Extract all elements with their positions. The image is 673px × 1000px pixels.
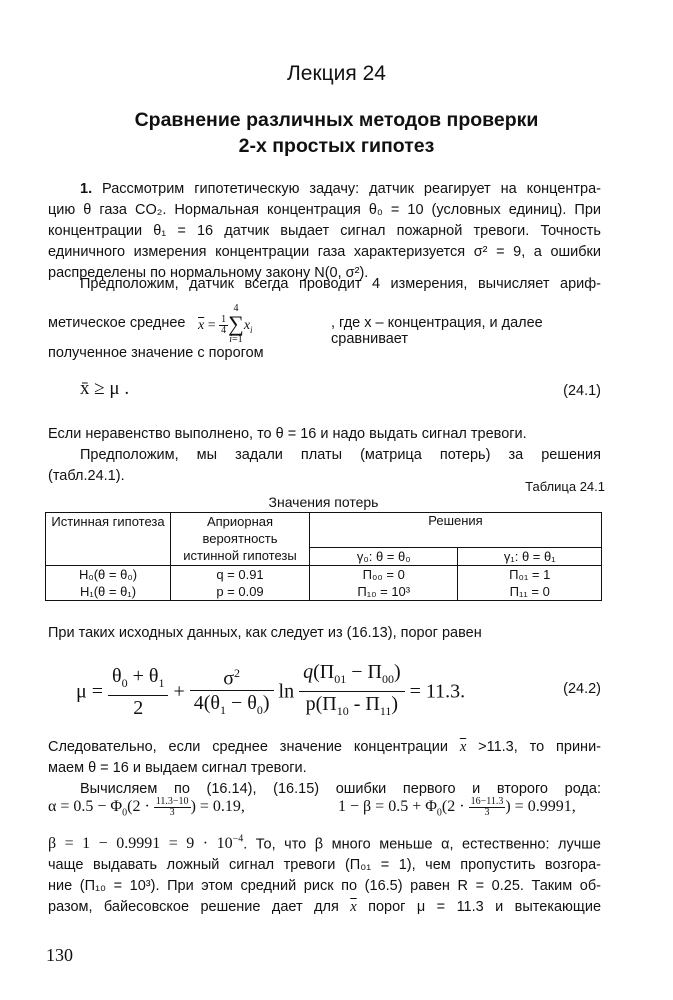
cell-probability: p = 0.09 — [171, 583, 310, 601]
paragraph-2 — [48, 274, 601, 295]
cell-loss: Π₁₁ = 0 — [458, 583, 602, 601]
equation-result: = 11.3. — [409, 680, 466, 703]
text-line: При таких исходных данных, как следует из (16.13), порог равен — [48, 625, 482, 641]
alpha-formula: $\alpha = 0.5 - \Phi_0(2$ · $\frac{11.3-10}{3}$ ) = 0.19, — [48, 796, 245, 819]
text-line: полученное значение с порогом — [48, 345, 264, 361]
item-number: 1. — [80, 181, 93, 197]
table-label: Таблица 24.1 — [525, 479, 605, 494]
paragraph-5-cont — [48, 829, 601, 918]
header-true-hypothesis: Истинная гипотеза — [46, 513, 171, 566]
title-line-1: Сравнение различных методов проверки — [134, 109, 539, 131]
header-decisions: Решения — [310, 513, 602, 548]
table-row — [46, 583, 602, 601]
paragraph-1 — [48, 179, 601, 284]
header-prior: истинной гипотезы — [171, 547, 310, 565]
page-number: 130 — [46, 945, 73, 965]
cell-loss: Π₁₀ = 10³ — [310, 583, 458, 601]
text-line: маем θ = 16 и выдаем сигнал тревоги. — [48, 760, 307, 776]
text-line: $\beta = 1 - 0.9991 = 9 \cdot 10^{-4}$. То, что β много меньше α, естественно: лучше — [48, 834, 601, 853]
text-line: Предположим, мы задали платы (матрица потерь) за решения — [80, 447, 601, 463]
title-line-2: 2-х простых гипотез — [238, 135, 435, 157]
text-line: (табл.24.1). — [48, 468, 125, 484]
header-prior: Априорная — [171, 513, 310, 531]
cell-loss: Π₀₀ = 0 — [310, 565, 458, 583]
header-gamma1: γ₁: θ = θ₁ — [458, 547, 602, 565]
text-line: чаще выдавать ложный сигнал тревоги (Π₀₁ = 1), чем пропустить возгора- — [48, 857, 601, 874]
text-line: Если неравенство выполнено, то θ = 16 и надо выдать сигнал тревоги. — [48, 426, 527, 442]
table-row — [46, 565, 602, 583]
header-prior: вероятность — [171, 530, 310, 547]
text-line: цию θ газа CO₂. Нормальная концентрация θ₀ = 10 (условных единиц). При — [48, 202, 601, 218]
text-line: распределены по нормальному закону N(0, σ²). — [48, 265, 369, 281]
header-gamma0: γ₀: θ = θ₀ — [310, 547, 458, 565]
cell-hypothesis: H₁(θ = θ₁) — [46, 583, 171, 601]
text-line: 1. Рассмотрим гипотетическую задачу: датчик реагирует на концентра- — [80, 181, 601, 197]
text-line: разом, байесовское решение дает для $\overline{x}$ порог μ = 11.3 и вытекающие — [48, 899, 602, 916]
text-line: Предположим, датчик всегда проводит 4 измерения, вычисляет ариф- — [80, 276, 601, 292]
lecture-heading: Лекция 24 — [287, 62, 386, 85]
cell-loss: Π₀₁ = 1 — [458, 565, 602, 583]
cell-hypothesis: H₀(θ = θ₀) — [46, 565, 171, 583]
paragraph-3 — [48, 424, 601, 487]
table-caption: Значения потерь — [268, 494, 379, 510]
equation-24-1: x̄ ≥ μ . — [80, 378, 130, 399]
equation-24-2: μ = $\frac{\theta_0 + \theta_1}{2}$ + $\frac{\sigma^2}{4(\theta_1 - \theta_0)}$ ln $\frac{q(\Pi_{01} - \Pi_{00})}{p(\Pi_{10} - \Pi_{11})}$ = 11.3. — [76, 661, 466, 719]
sum-formula: $\overline{x}$ = $\frac{1}{4}$ 4 ∑ i=1 $x_i$ — [198, 303, 253, 345]
text-line: ние (Π₁₀ = 10³). При этом средний риск по (16.5) равен R = 0.25. Таким об- — [48, 878, 601, 895]
text-line: концентрации θ₁ = 16 датчик выдает сигнал пожарной тревоги. Точность — [48, 223, 601, 239]
text-line: Следовательно, если среднее значение концентрации $\overline{x} >11.3$, то прини- — [48, 739, 601, 755]
text-fragment: , где x – концентрация, и далее сравнивает — [331, 315, 543, 347]
equation-number: (24.2) — [563, 681, 601, 697]
paragraph-5 — [48, 737, 601, 800]
equation-number: (24.1) — [563, 383, 601, 399]
cell-probability: q = 0.91 — [171, 565, 310, 583]
text-line: единичного измерения концентрации газа характеризуется σ² = 9, а ошибки — [48, 244, 601, 260]
beta-formula: $1 - \beta = 0.5 + \Phi_0(2$ · $\frac{16-11.3}{3}$ ) = 0.9991, — [338, 796, 576, 819]
loss-table — [45, 512, 602, 601]
table-header-row — [46, 513, 602, 531]
text-fragment: метическое среднее — [48, 315, 186, 331]
mean-formula-line — [48, 305, 601, 347]
text-line: Вычисляем по (16.14), (16.15) ошибки первого и второго рода: — [80, 781, 601, 797]
page-title — [0, 107, 673, 159]
